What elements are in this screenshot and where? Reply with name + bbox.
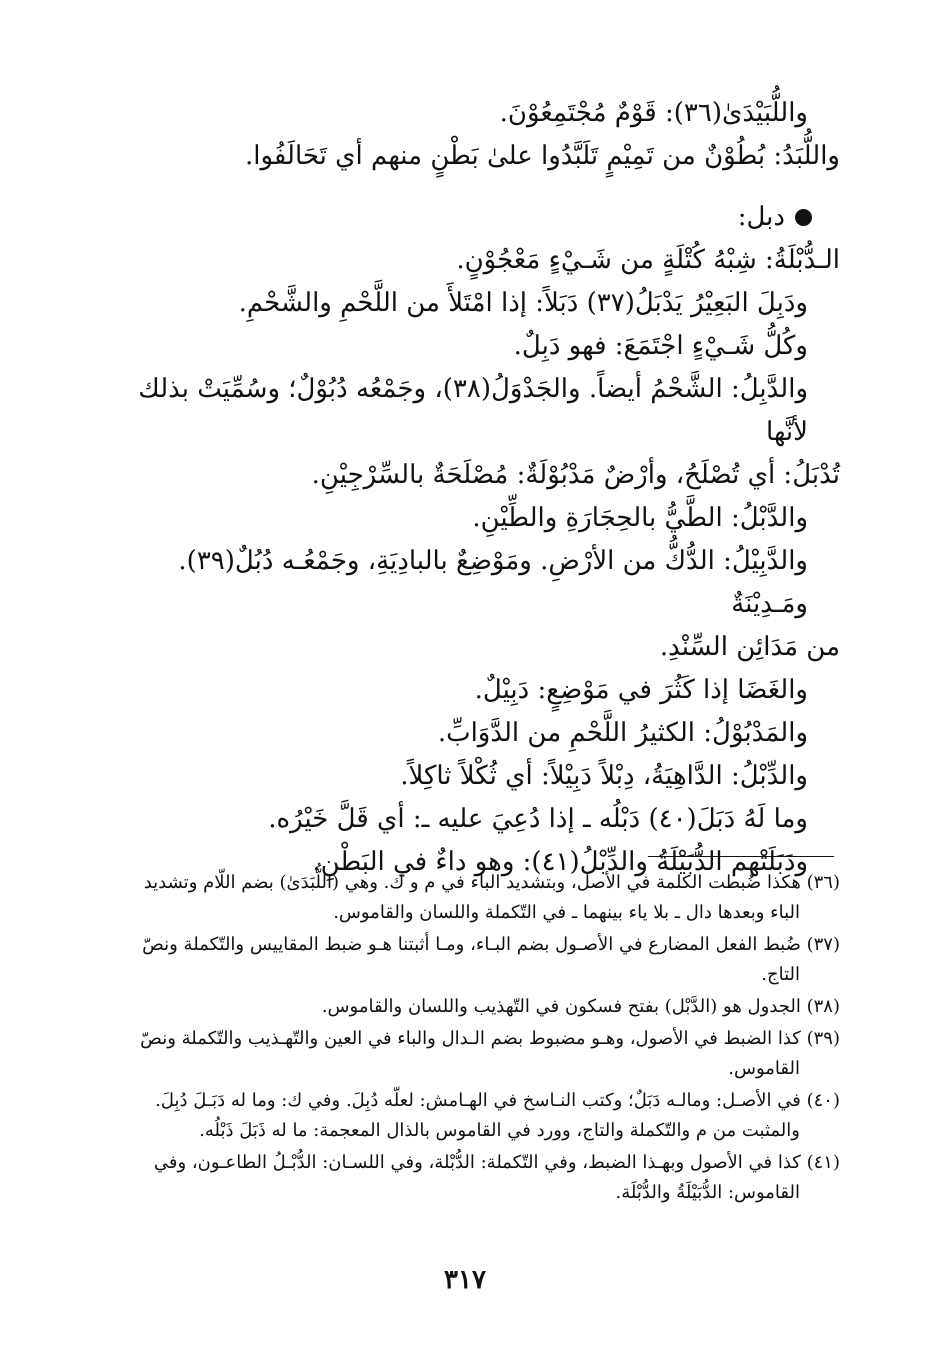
entry-heading xyxy=(100,196,840,239)
entry-heading-label: دبل: xyxy=(737,202,785,232)
text-line: واللُّبَيْدَىٰ(٣٦): قَوْمٌ مُجْتَمِعُوْنَ. xyxy=(499,98,808,128)
text-line: والدَّبِلُ: الشَّحْمُ أيضاً. والجَدْوَلُ(٣٨)، وجَمْعُه دُبُوْلٌ؛ وسُمِّيَتْ بذلك لأنَّها xyxy=(138,374,808,447)
page-number: ٣١٧ xyxy=(444,1265,486,1295)
footnote xyxy=(100,1086,840,1146)
footnote-text: القاموس. xyxy=(728,1058,800,1079)
text-line: ودَبِلَ البَعِيْرُ يَدْبَلُ(٣٧) دَبَلاً: إذا امْتَلأَ من اللَّحْمِ والشَّحْمِ. xyxy=(238,288,808,318)
footnote-text: (٣٦) هكذا ضُبطت الكلمة في الأصل، وبتشديد الباء في م و ك. وهي (اللُّبَدَىٰ) بضم اللّام وتشديد xyxy=(143,872,840,893)
text-line: تُدْبَلُ: أي تُصْلَحُ، وأرْضٌ مَدْبُوْلَةٌ: مُصْلَحَةٌ بالسِّرْجِيْنِ. xyxy=(311,460,840,490)
footnote xyxy=(100,868,840,928)
footnote xyxy=(100,1148,840,1208)
text-line: والدَّبِيْلُ: الدُّكُّ من الأرْضِ. ومَوْضِعٌ بالبادِيَةِ، وجَمْعُـه دُبُلٌ(٣٩). ومَـدِيْنَةٌ xyxy=(178,546,808,619)
footnote-divider xyxy=(648,856,834,857)
text-line: والمَدْبُوْلُ: الكثيرُ اللَّحْمِ من الدَّوَابِّ. xyxy=(437,718,808,748)
footnote-text: (٣٨) الجدول هو (الدَّبْل) بفتح فسكون في التّهذيب واللسان والقاموس. xyxy=(321,996,840,1017)
bullet-icon xyxy=(795,209,812,226)
footnote-text: التاج. xyxy=(761,964,800,985)
footnote-text: القاموس: الدُّبَيْلَةُ والدُّبْلَة. xyxy=(615,1182,800,1203)
footnote-text: (٣٩) كذا الضبط في الأصول، وهـو مضبوط بضم الـدال والباء في العين والتّهـذيب والتّكملة ونصّ xyxy=(140,1028,840,1049)
text-line: ودَبَلَتْهم الدُّبَيْلَةُ والدِّبْلُ(٤١): وهو داءٌ في البَطْنِ. xyxy=(312,847,808,877)
text-line: واللُّبَدُ: بُطُوْنٌ من تَمِيْمٍ تَلَبَّدُوا علىٰ بَطْنٍ منهم أي تَحَالَفُوا. xyxy=(244,141,840,171)
text-line: من مَدَائِن السِّنْدِ. xyxy=(659,632,840,662)
footnote-text: (٣٧) ضُبط الفعل المضارع في الأصـول بضم البـاء، ومـا أثبتنا هـو ضبط المقاييس والتّكملة ونصّ xyxy=(142,934,840,955)
text-line: الـدُّبْلَةُ: شِبْهُ كُتْلَةٍ من شَـيْءٍ مَعْجُوْنٍ. xyxy=(456,245,840,275)
footnote-text: الباء وبعدها دال ـ بلا ياء بينهما ـ في التّكملة واللسان والقاموس. xyxy=(333,902,800,923)
text-line: والدِّبْلُ: الدَّاهِيَةُ، دِبْلاً دَبِيْلاً: أي ثُكْلاً ثاكِلاً. xyxy=(400,761,808,791)
text-line: والغَضَا إذا كَثُرَ في مَوْضِعٍ: دَبِيْلٌ. xyxy=(474,675,808,705)
text-line: والدَّبْلُ: الطَّيُّ بالحِجَارَةِ والطِّيْنِ. xyxy=(472,503,808,533)
text-line: وكُلُّ شَـيْءٍ اجْتَمَعَ: فهو دَبِلٌ. xyxy=(513,331,808,361)
footnote-text: والمثبت من م والتّكملة والتاج، وورد في القاموس بالذال المعجمة: ما له ذَبَلَ ذَبْلُه. xyxy=(199,1120,800,1141)
main-text xyxy=(100,92,840,884)
footnotes xyxy=(100,868,840,1210)
text-line: وما لَهُ دَبَلَ(٤٠) دَبْلُه ـ إذا دُعِيَ عليه ـ: أي قَلَّ خَيْرُه. xyxy=(268,804,808,834)
footnote xyxy=(100,1024,840,1084)
footnote xyxy=(100,992,840,1022)
footnote xyxy=(100,930,840,990)
footnote-text: (٤١) كذا في الأصول وبهـذا الضبط، وفي التّكملة: الدُّبْلة، وفي اللسـان: الدُّبْـلُ الطاعـون، وفي xyxy=(153,1152,840,1173)
footnote-text: (٤٠) في الأصـل: ومالـه دَبَلٌ؛ وكتب النـاسخ في الهـامش: لعلّه دُبِلَ. وفي ك: وما له دَبَـلَ دُبِلَ. xyxy=(155,1090,840,1111)
